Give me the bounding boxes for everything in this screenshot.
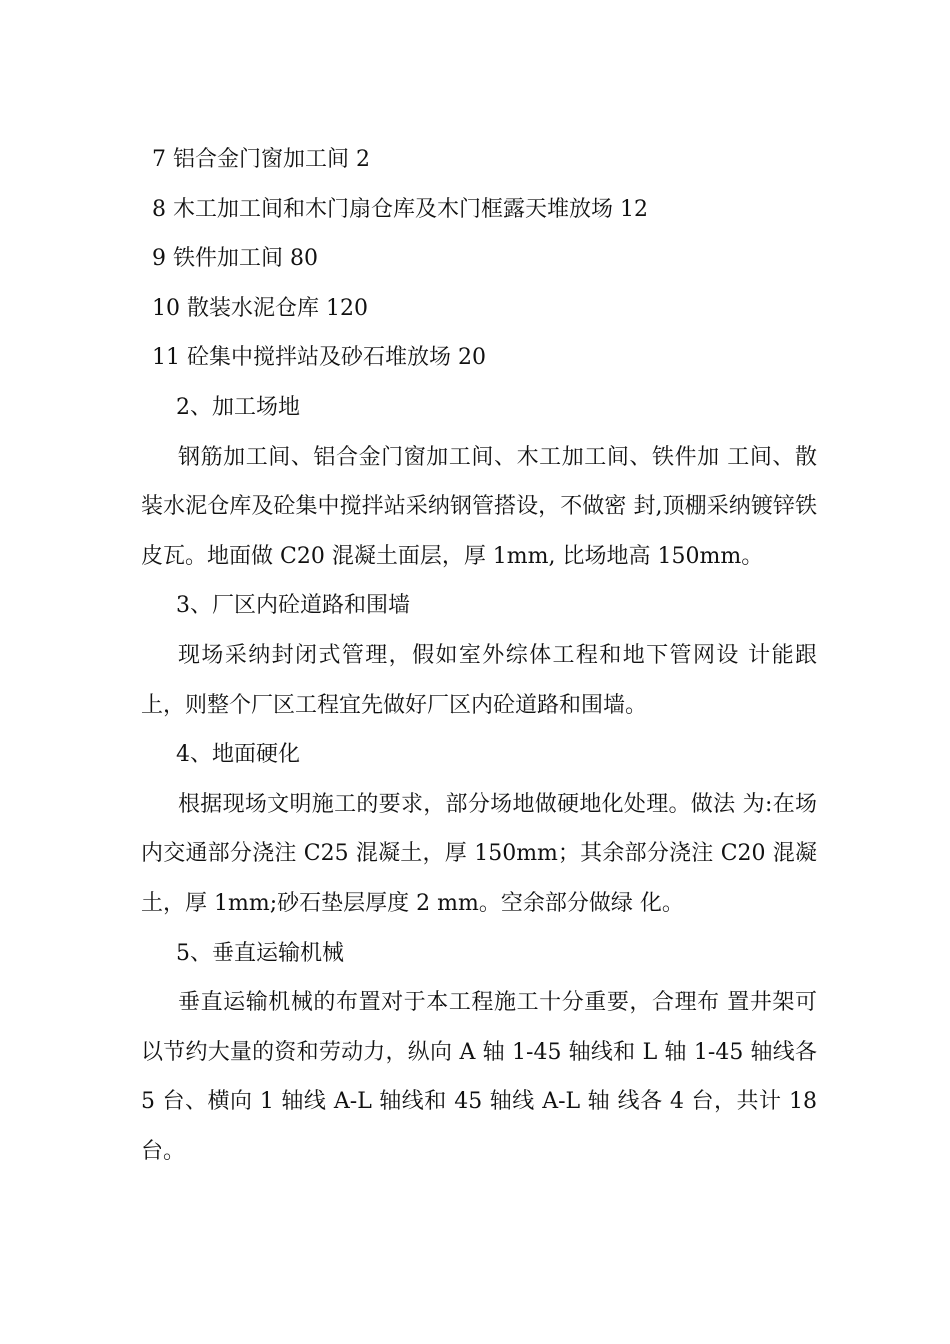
section-paragraph: 根据现场文明施工的要求，部分场地做硬地化处理。做法 为:在场内交通部分浇注 C25 混凝土，厚 150mm；其余部分浇注 C20 混凝土，厚 1mm;砂石垫层厚度 2 mm。空余部分做绿 化。 xyxy=(141,791,817,916)
section-heading: 3、厂区内砼道路和围墙 xyxy=(176,593,410,619)
facility-list xyxy=(152,135,832,383)
section-heading: 5、垂直运输机械 xyxy=(176,940,344,966)
list-item: 7 铝合金门窗加工间 2 xyxy=(152,147,370,172)
list-item: 9 铁件加工间 80 xyxy=(152,246,318,272)
section-paragraph: 现场采纳封闭式管理，假如室外综体工程和地下管网设 计能跟上，则整个厂区工程宜先做好厂区内砼道路和围墙。 xyxy=(141,642,817,718)
list-item: 10 散装水泥仓库 120 xyxy=(152,295,368,321)
document-body xyxy=(141,383,817,1177)
section-paragraph: 钢筋加工间、铝合金门窗加工间、木工加工间、铁件加 工间、散装水泥仓库及砼集中搅拌站采纳钢管搭设，不做密 封,顶棚采纳镀锌铁皮瓦。地面做 C20 混凝土面层，厚 1mm, 比场地高 150mm。 xyxy=(141,444,817,569)
section-heading: 2、加工场地 xyxy=(176,395,300,420)
section-paragraph: 垂直运输机械的布置对于本工程施工十分重要，合理布 置井架可以节约大量的资和劳动力，纵向 A 轴 1-45 轴线和 L 轴 1-45 轴线各 5 台、横向 1 轴线 A-L 轴线和 45 轴线 A-L 轴 线各 4 台，共计 18 台。 xyxy=(141,990,817,1164)
section-heading: 4、地面硬化 xyxy=(176,742,300,768)
list-item: 11 砼集中搅拌站及砂石堆放场 20 xyxy=(152,345,486,371)
list-item: 8 木工加工间和木门扇仓库及木门框露天堆放场 12 xyxy=(152,196,648,222)
